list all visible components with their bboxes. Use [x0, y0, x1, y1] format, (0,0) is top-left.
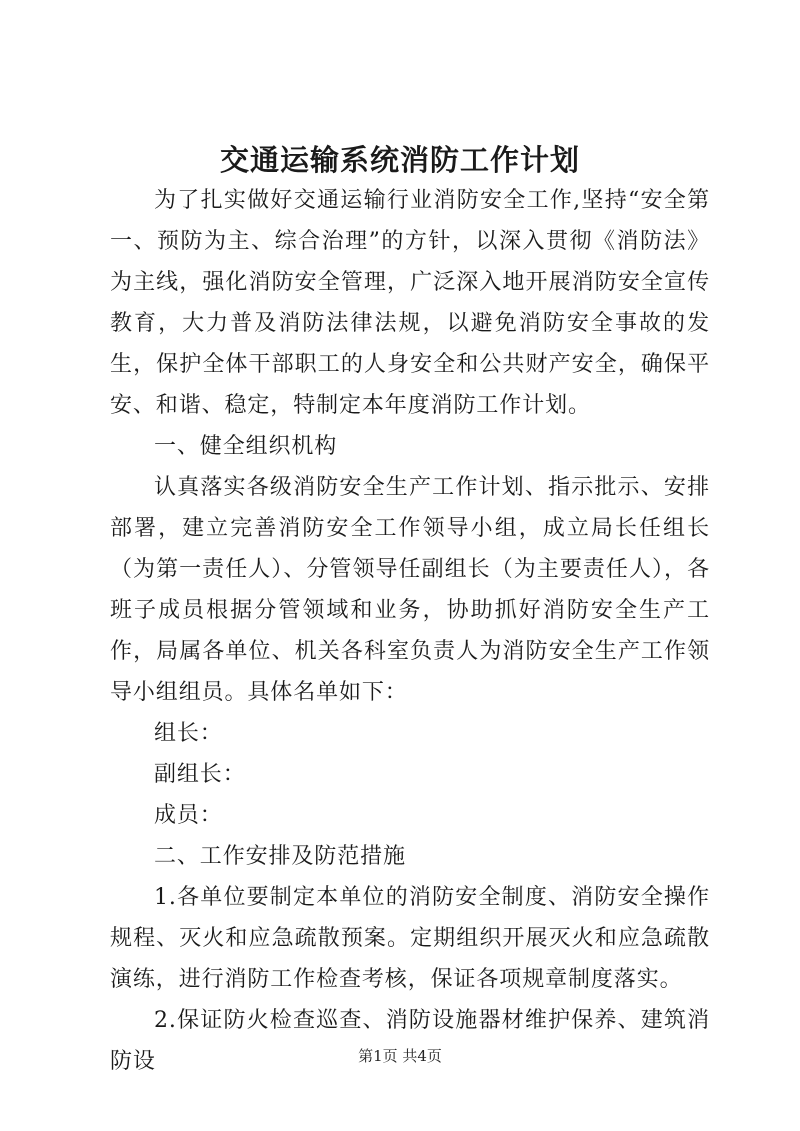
deputy-leader-line: 副组长：: [154, 762, 246, 787]
page-number: 第1页 共4页: [358, 1047, 442, 1065]
document-title: 交通运输系统消防工作计划: [219, 143, 580, 177]
section-heading-measures: 二、工作安排及防范措施: [154, 844, 406, 869]
section-heading-organization: 一、健全组织机构: [154, 434, 338, 459]
intro-paragraph: 为了扎实做好交通运输行业消防安全工作,坚持“安全第一、预防为主、综合治理”的方针，以深入贯彻《消防法》为主线，强化消防安全管理，广泛深入地开展消防安全宣传教育，大力普及消防法律法规，以避免消防安全事故的发生，保护全体干部职工的人身安全和公共财产安全，确保平安、和谐、稳定，特制定本年度消防工作计划。: [110, 188, 710, 418]
document-body: [110, 180, 710, 1082]
organization-paragraph: 认真落实各级消防安全生产工作计划、指示批示、安排部署，建立完善消防安全工作领导小组，成立局长任组长（为第一责任人）、分管领导任副组长（为主要责任人），各班子成员根据分管领域和业务，协助抓好消防安全生产工作，局属各单位、机关各科室负责人为消防安全生产工作领导小组组员。具体名单如下：: [110, 475, 710, 705]
members-line: 成员：: [154, 803, 223, 828]
measure-item-1: 1.各单位要制定本单位的消防安全制度、消防安全操作规程、灭火和应急疏散预案。定期组织开展灭火和应急疏散演练，进行消防工作检查考核，保证各项规章制度落实。: [110, 885, 710, 992]
measure-item-2: 2.保证防火检查巡查、消防设施器材维护保养、建筑消防设: [110, 1008, 710, 1074]
leader-line: 组长：: [154, 721, 223, 746]
